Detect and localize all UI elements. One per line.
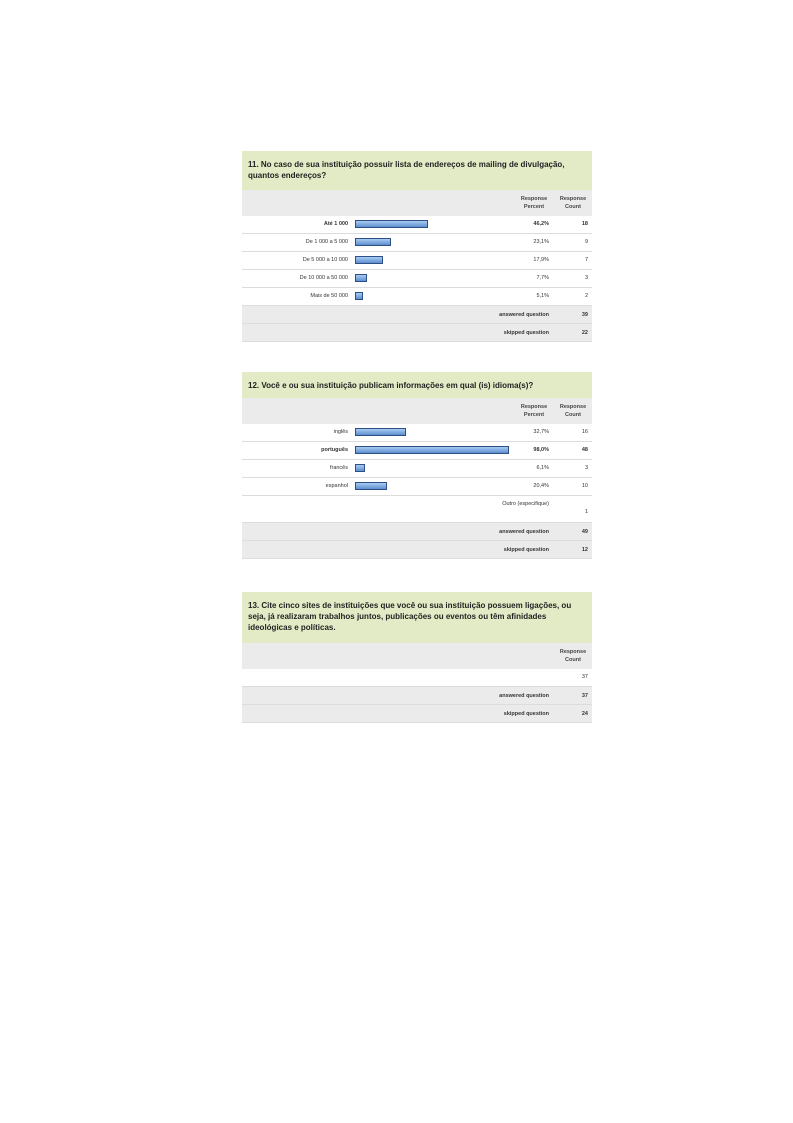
answer-row [242, 478, 592, 496]
question-11-rows [242, 216, 592, 306]
response-bar [355, 446, 509, 454]
response-count-header: Response Count [559, 649, 587, 663]
skipped-question-row [242, 324, 592, 342]
question-13-header-row [242, 643, 592, 669]
response-bar-track [355, 274, 367, 282]
response-count-row [242, 669, 592, 687]
response-count: 3 [584, 275, 588, 281]
response-count: 9 [584, 239, 588, 245]
answer-row [242, 460, 592, 478]
answer-label: francês [329, 465, 348, 471]
answer-label: Mais de 50 000 [310, 293, 348, 299]
other-specify-link[interactable]: Outro (especifique) [502, 501, 549, 507]
response-bar-track [355, 292, 363, 300]
answer-row [242, 424, 592, 442]
response-percent: 5,1% [536, 293, 549, 299]
response-count: 16 [581, 429, 588, 435]
question-13-title: 13. Cite cinco sites de instituições que você ou sua instituição possuem ligações, ou seja, já realizaram trabalhos juntos, publicações ou eventos ou têm afinidades ideológicas e políticas. [242, 592, 592, 643]
answered-question-row [242, 687, 592, 705]
response-bar-track [355, 428, 406, 436]
response-count: 10 [581, 483, 588, 489]
question-11-block [242, 151, 592, 342]
skipped-question-count: 22 [581, 330, 588, 336]
question-11-header-row [242, 190, 592, 216]
response-percent: 17,9% [533, 257, 549, 263]
answer-label: Até 1 000 [323, 221, 348, 227]
response-count-header: Response Count [559, 404, 587, 418]
response-percent: 46,2% [533, 221, 549, 227]
response-bar-track [355, 220, 428, 228]
answer-row [242, 270, 592, 288]
answer-label: De 10 000 a 50 000 [299, 275, 348, 281]
answer-row [242, 234, 592, 252]
response-percent: 23,1% [533, 239, 549, 245]
skipped-question-label: skipped question [503, 547, 549, 553]
response-bar [355, 256, 383, 264]
answered-question-row [242, 523, 592, 541]
response-count: 18 [581, 221, 588, 227]
answer-label: De 5 000 a 10 000 [302, 257, 348, 263]
answer-label: espanhol [325, 483, 348, 489]
response-count: 1 [584, 509, 588, 515]
answered-question-count: 37 [581, 693, 588, 699]
answered-question-label: answered question [499, 693, 549, 699]
response-bar [355, 220, 428, 228]
response-bar [355, 238, 391, 246]
response-percent: 7,7% [536, 275, 549, 281]
answer-row [242, 252, 592, 270]
question-12-block [242, 372, 592, 559]
skipped-question-label: skipped question [503, 330, 549, 336]
response-bar [355, 464, 365, 472]
response-bar [355, 482, 387, 490]
other-specify-row [242, 496, 592, 523]
answer-label: De 1 000 a 5 000 [305, 239, 348, 245]
response-bar [355, 274, 367, 282]
response-bar-track [355, 238, 391, 246]
answered-question-count: 39 [581, 312, 588, 318]
question-12-rows [242, 424, 592, 523]
skipped-question-row [242, 705, 592, 723]
response-bar-track [355, 256, 383, 264]
response-bar [355, 292, 363, 300]
response-count-header: Response Count [559, 196, 587, 210]
skipped-question-row [242, 541, 592, 559]
response-percent: 6,1% [536, 465, 549, 471]
answer-label: português [321, 447, 348, 453]
question-13-block [242, 592, 592, 723]
answer-row [242, 288, 592, 306]
response-bar-track [355, 446, 509, 454]
response-percent: 98,0% [533, 447, 549, 453]
question-12-title: 12. Você e ou sua instituição publicam informações em qual (is) idioma(s)? [242, 372, 592, 398]
response-percent: 32,7% [533, 429, 549, 435]
response-count: 7 [584, 257, 588, 263]
answer-row [242, 216, 592, 234]
answer-label: inglês [333, 429, 348, 435]
answered-question-label: answered question [499, 529, 549, 535]
response-percent: 20,4% [533, 483, 549, 489]
answered-question-count: 49 [581, 529, 588, 535]
answered-question-label: answered question [499, 312, 549, 318]
answered-question-row [242, 306, 592, 324]
skipped-question-count: 12 [581, 547, 588, 553]
question-12-header-row [242, 398, 592, 424]
response-percent-header: Response Percent [520, 404, 548, 418]
response-count: 37 [581, 674, 588, 680]
question-11-title: 11. No caso de sua instituição possuir lista de endereços de mailing de divulgação, quantos endereços? [242, 151, 592, 190]
answer-row [242, 442, 592, 460]
skipped-question-label: skipped question [503, 711, 549, 717]
response-count: 48 [581, 447, 588, 453]
skipped-question-count: 24 [581, 711, 588, 717]
response-count: 2 [584, 293, 588, 299]
response-count: 3 [584, 465, 588, 471]
response-bar [355, 428, 406, 436]
response-percent-header: Response Percent [520, 196, 548, 210]
response-bar-track [355, 464, 365, 472]
response-bar-track [355, 482, 387, 490]
